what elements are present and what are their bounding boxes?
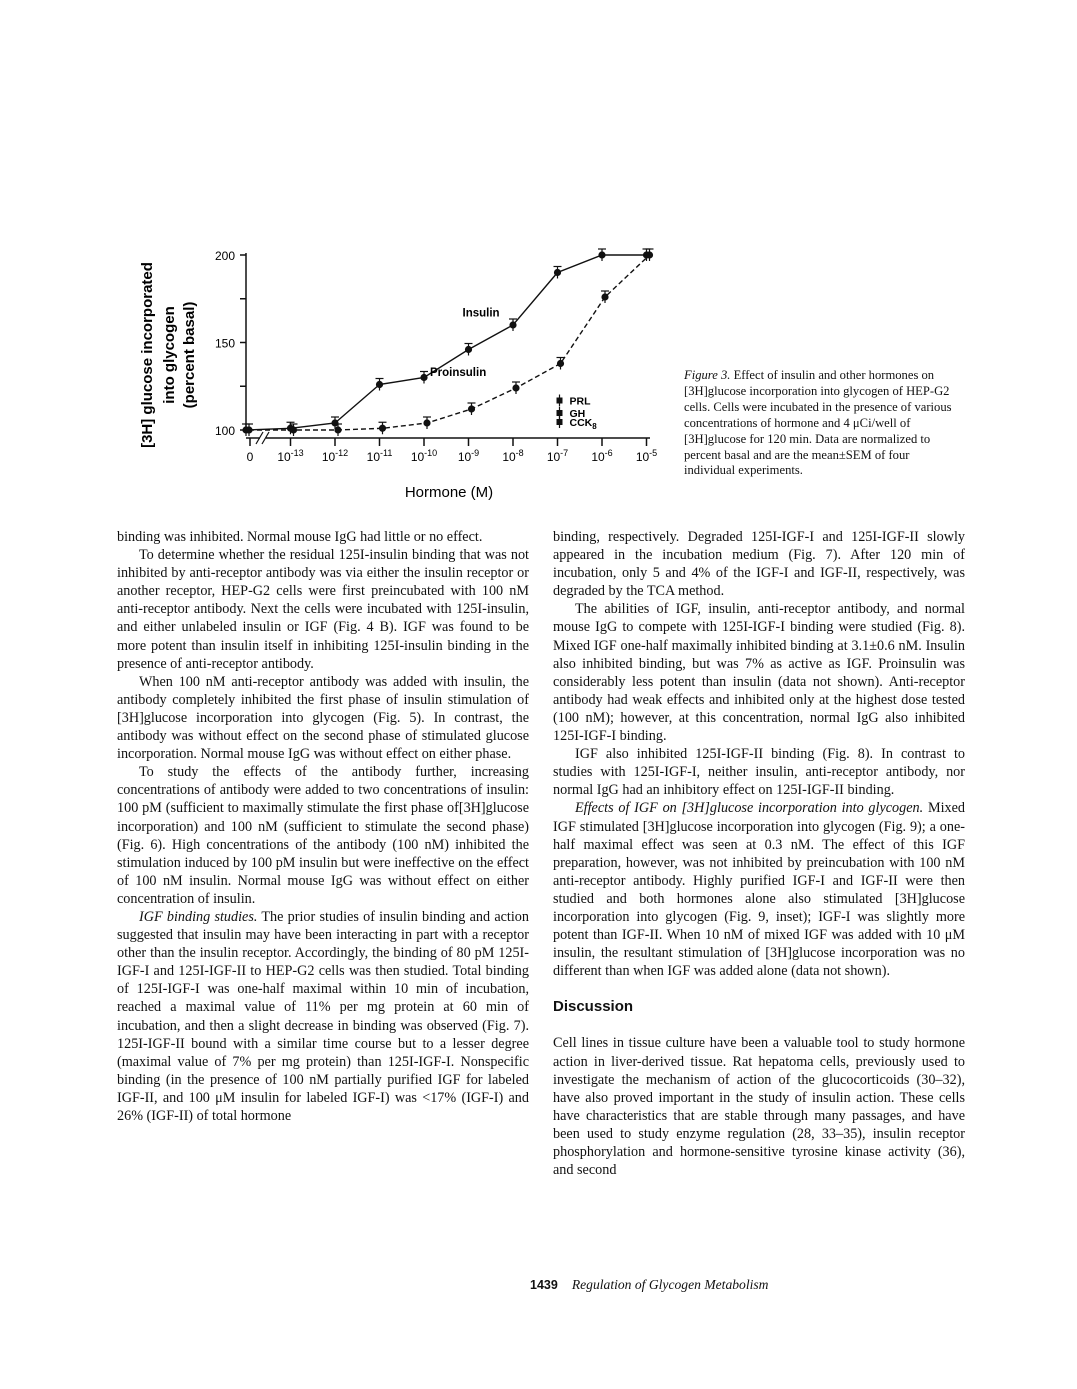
- single-point-label: GH: [569, 408, 586, 420]
- right-paragraph-3: IGF also inhibited 125I-IGF-II binding (Fig. 8). In contrast to studies with 125I-IGF-I, neither insulin, anti-receptor antibody, nor normal IgG had an inhibitory effect on 125I-IGF-II binding.: [553, 746, 965, 799]
- proinsulin-marker: [468, 405, 475, 412]
- proinsulin-marker: [423, 419, 430, 426]
- discussion-heading: Discussion: [553, 998, 634, 1016]
- proinsulin-point: [468, 403, 476, 415]
- insulin-point: [465, 344, 473, 356]
- right-paragraph-2: The abilities of IGF, insulin, anti-receptor antibody, and normal mouse IgG to compete with 125I-IGF-I binding were studied (Fig. 8). Mixed IGF one-half maximally inhibited binding at 3.1±0.6 nM. Insulin also inhibited binding, but was 7% as active as IGF. Proinsulin was considerably less potent than insulin (data not shown). Anti-receptor antibody had weak effects and inhibited only at the highest dose tested (100 nM); however, at this concentration, normal IgG also inhibited 125I-IGF-I binding.: [553, 601, 965, 745]
- proinsulin-point: [512, 382, 520, 394]
- proinsulin-series-label: Proinsulin: [430, 366, 487, 379]
- igf-binding-subheading: IGF binding studies.: [139, 908, 258, 925]
- y-axis-label-line1: [3H] glucose incorporated: [139, 262, 156, 448]
- chart-axes: [215, 249, 657, 464]
- x-tick-label: $10^{-9}$: [457, 448, 480, 464]
- x-tick-label: $10^{-11}$: [366, 448, 393, 464]
- insulin-marker: [598, 251, 605, 258]
- insulin-point: [420, 372, 428, 384]
- left-text-column: [117, 528, 529, 1125]
- x-tick-label: $10^{-10}$: [410, 448, 438, 464]
- x-tick-label: $10^{-12}$: [321, 448, 349, 464]
- proinsulin-point: [423, 417, 431, 429]
- proinsulin-marker: [512, 384, 519, 391]
- proinsulin-marker: [601, 293, 608, 300]
- left-paragraph-3: When 100 nM anti-receptor antibody was added with insulin, the antibody completely inhibited the first phase of insulin stimulation of [3H]glucose incorporation into glycogen (Fig. 5). In contrast, the antibody was without effect on the second phase of stimulated glucose incorporation. Normal mouse IgG was without effect on either phase.: [117, 673, 529, 763]
- right-paragraph-4: [553, 799, 965, 980]
- y-axis-label-group: [139, 262, 198, 448]
- left-paragraph-2: To determine whether the residual 125I-insulin binding that was not inhibited by anti-receptor antibody was via either the insulin receptor or another receptor, HEP-G2 cells were first preincubated with 100 nM anti-receptor antibody. Next the cells were incubated with 125I-insulin, and either unlabeled insulin or IGF (Fig. 4 B). IGF was found to be more potent than insulin itself in inhibiting 125I-insulin binding in the presence of anti-receptor antibody.: [117, 547, 529, 672]
- x-tick-label: $10^{-5}$: [635, 448, 658, 464]
- left-paragraph-4: To study the effects of the antibody further, increasing concentrations of antibody were added to two concentrations of insulin: 100 pM (sufficient to maximally stimulate the first phase of[3H]glucose incorporation) and 100 nM (sufficient to stimulate the second phase) (Fig. 6). High concentrations of the antibody (100 nM) inhibited the stimulation induced by 100 pM insulin but were ineffective on the effect of 100 nM insulin. Normal mouse IgG was without effect on either concentration of insulin.: [117, 764, 529, 907]
- right-text-column: [553, 528, 965, 1179]
- insulin-series-label: Insulin: [462, 307, 500, 320]
- proinsulin-point: [601, 291, 609, 303]
- y-axis-label-line2: into glycogen: [161, 306, 178, 404]
- chart-marks: [242, 249, 654, 436]
- page-footer: [530, 1277, 769, 1293]
- insulin-point: [376, 379, 384, 391]
- proinsulin-marker: [557, 360, 564, 367]
- igf-binding-text: The prior studies of insulin binding and action suggested that insulin may have been interacting in part with a receptor other than the insulin receptor. Accordingly, the binding of 80 pM 125I-IGF-I and 125I-IGF-II to HEP-G2 cells was then studied. Total binding of 125I-IGF-I was one-half maximal within 10 min of incubation, reached a maximal value of 11% per mg protein at 60 min of incubation, and then a slight decrease in binding was observed (Fig. 7). 125I-IGF-II bound with a similar time course but to a lesser degree (maximal value of 7% per mg protein) than 125I-IGF-I. Nonspecific binding (in the presence of 100 nM partially purified IGF for labeled IGF-II, and 100 μM insulin for labeled IGF-I) was <17% (IGF-I) and 26% (IGF-II) of total hormone: [117, 908, 529, 1124]
- discussion-paragraph: Cell lines in tissue culture have been a valuable tool to study hormone action in liver-derived tissue. Rat hepatoma cells, previously used to investigate the mechanism of action of the glucocorticoids (30–32), have also proved important in the study of insulin action. These cells have characteristics that are stable through many passages, and have been used to study enzyme regulation (28, 33–35), insulin receptor phosphorylation and hormone-sensitive tyrosine kinase activity (36), and second: [553, 1035, 965, 1179]
- figure-caption: [684, 368, 956, 479]
- figure-3-chart: [130, 225, 670, 510]
- proinsulin-marker: [334, 426, 341, 433]
- figure-caption-text: Effect of insulin and other hormones on [3H]glucose incorporation into glycogen of HEP-G2 cells. Cells were incubated in the presence of various concentrations of hormone and 4 μCi/well of [3H]glucose for 120 min. Data are normalized to percent basal and are the mean±SEM of four individual experiments.: [684, 368, 952, 478]
- proinsulin-point: [379, 422, 387, 434]
- y-axis-label-line3: (percent basal): [181, 301, 198, 409]
- x-tick-label: $10^{-7}$: [546, 448, 569, 464]
- figure-caption-label: Figure 3.: [684, 368, 731, 382]
- x-axis-label: Hormone (M): [404, 484, 494, 501]
- x-tick-label: $10^{-6}$: [591, 448, 613, 464]
- insulin-marker: [554, 269, 561, 276]
- y-tick-label: 150: [214, 336, 235, 351]
- x-tick-label: $10^{-13}$: [277, 448, 304, 464]
- x-tick-label: $10^{-8}$: [502, 448, 524, 464]
- y-tick-label: 100: [214, 424, 235, 438]
- y-tick-label: 200: [214, 249, 235, 263]
- insulin-marker: [420, 374, 427, 381]
- insulin-marker: [376, 381, 383, 388]
- single-point-label: $CCK_8$: [569, 417, 597, 431]
- insulin-marker: [509, 321, 516, 328]
- right-paragraph-1: binding, respectively. Degraded 125I-IGF-I and 125I-IGF-II slowly appeared in the incubation medium (Fig. 7). After 120 min of incubation, only 5 and 4% of the IGF-I and IGF-II, respectively, was degraded by the TCA method.: [553, 529, 965, 600]
- proinsulin-marker: [646, 251, 653, 258]
- x-tick-label: 0: [246, 450, 254, 464]
- left-paragraph-5: [117, 908, 529, 1125]
- single-point-label: PRL: [569, 395, 591, 408]
- proinsulin-marker: [379, 425, 386, 432]
- proinsulin-marker: [290, 426, 297, 433]
- left-paragraph-1: binding was inhibited. Normal mouse IgG had little or no effect.: [117, 529, 483, 545]
- insulin-marker: [465, 346, 472, 353]
- insulin-point: [598, 249, 606, 261]
- effects-subheading: Effects of IGF on [3H]glucose incorporation into glycogen.: [575, 800, 924, 817]
- running-title: Regulation of Glycogen Metabolism: [571, 1277, 769, 1292]
- page-number: 1439: [530, 1278, 558, 1292]
- proinsulin-marker: [245, 426, 252, 433]
- effects-text: Mixed IGF stimulated [3H]glucose incorporation into glycogen (Fig. 9); a one-half maximal effect was seen at 0.3 nM. The effect of this IGF preparation, however, was not inhibited by preincubation with 100 nM anti-receptor antibody. Highly purified IGF-I and IGF-II were then studied and both hormones alone also stimulated [3H]glucose incorporation into glycogen (Fig. 9, inset); IGF-I was slightly more potent than IGF-II. When 10 nM of mixed IGF was added with 10 μM insulin, the resultant stimulation of [3H]glucose incorporation was no different than when IGF was added alone (data not shown).: [553, 800, 965, 980]
